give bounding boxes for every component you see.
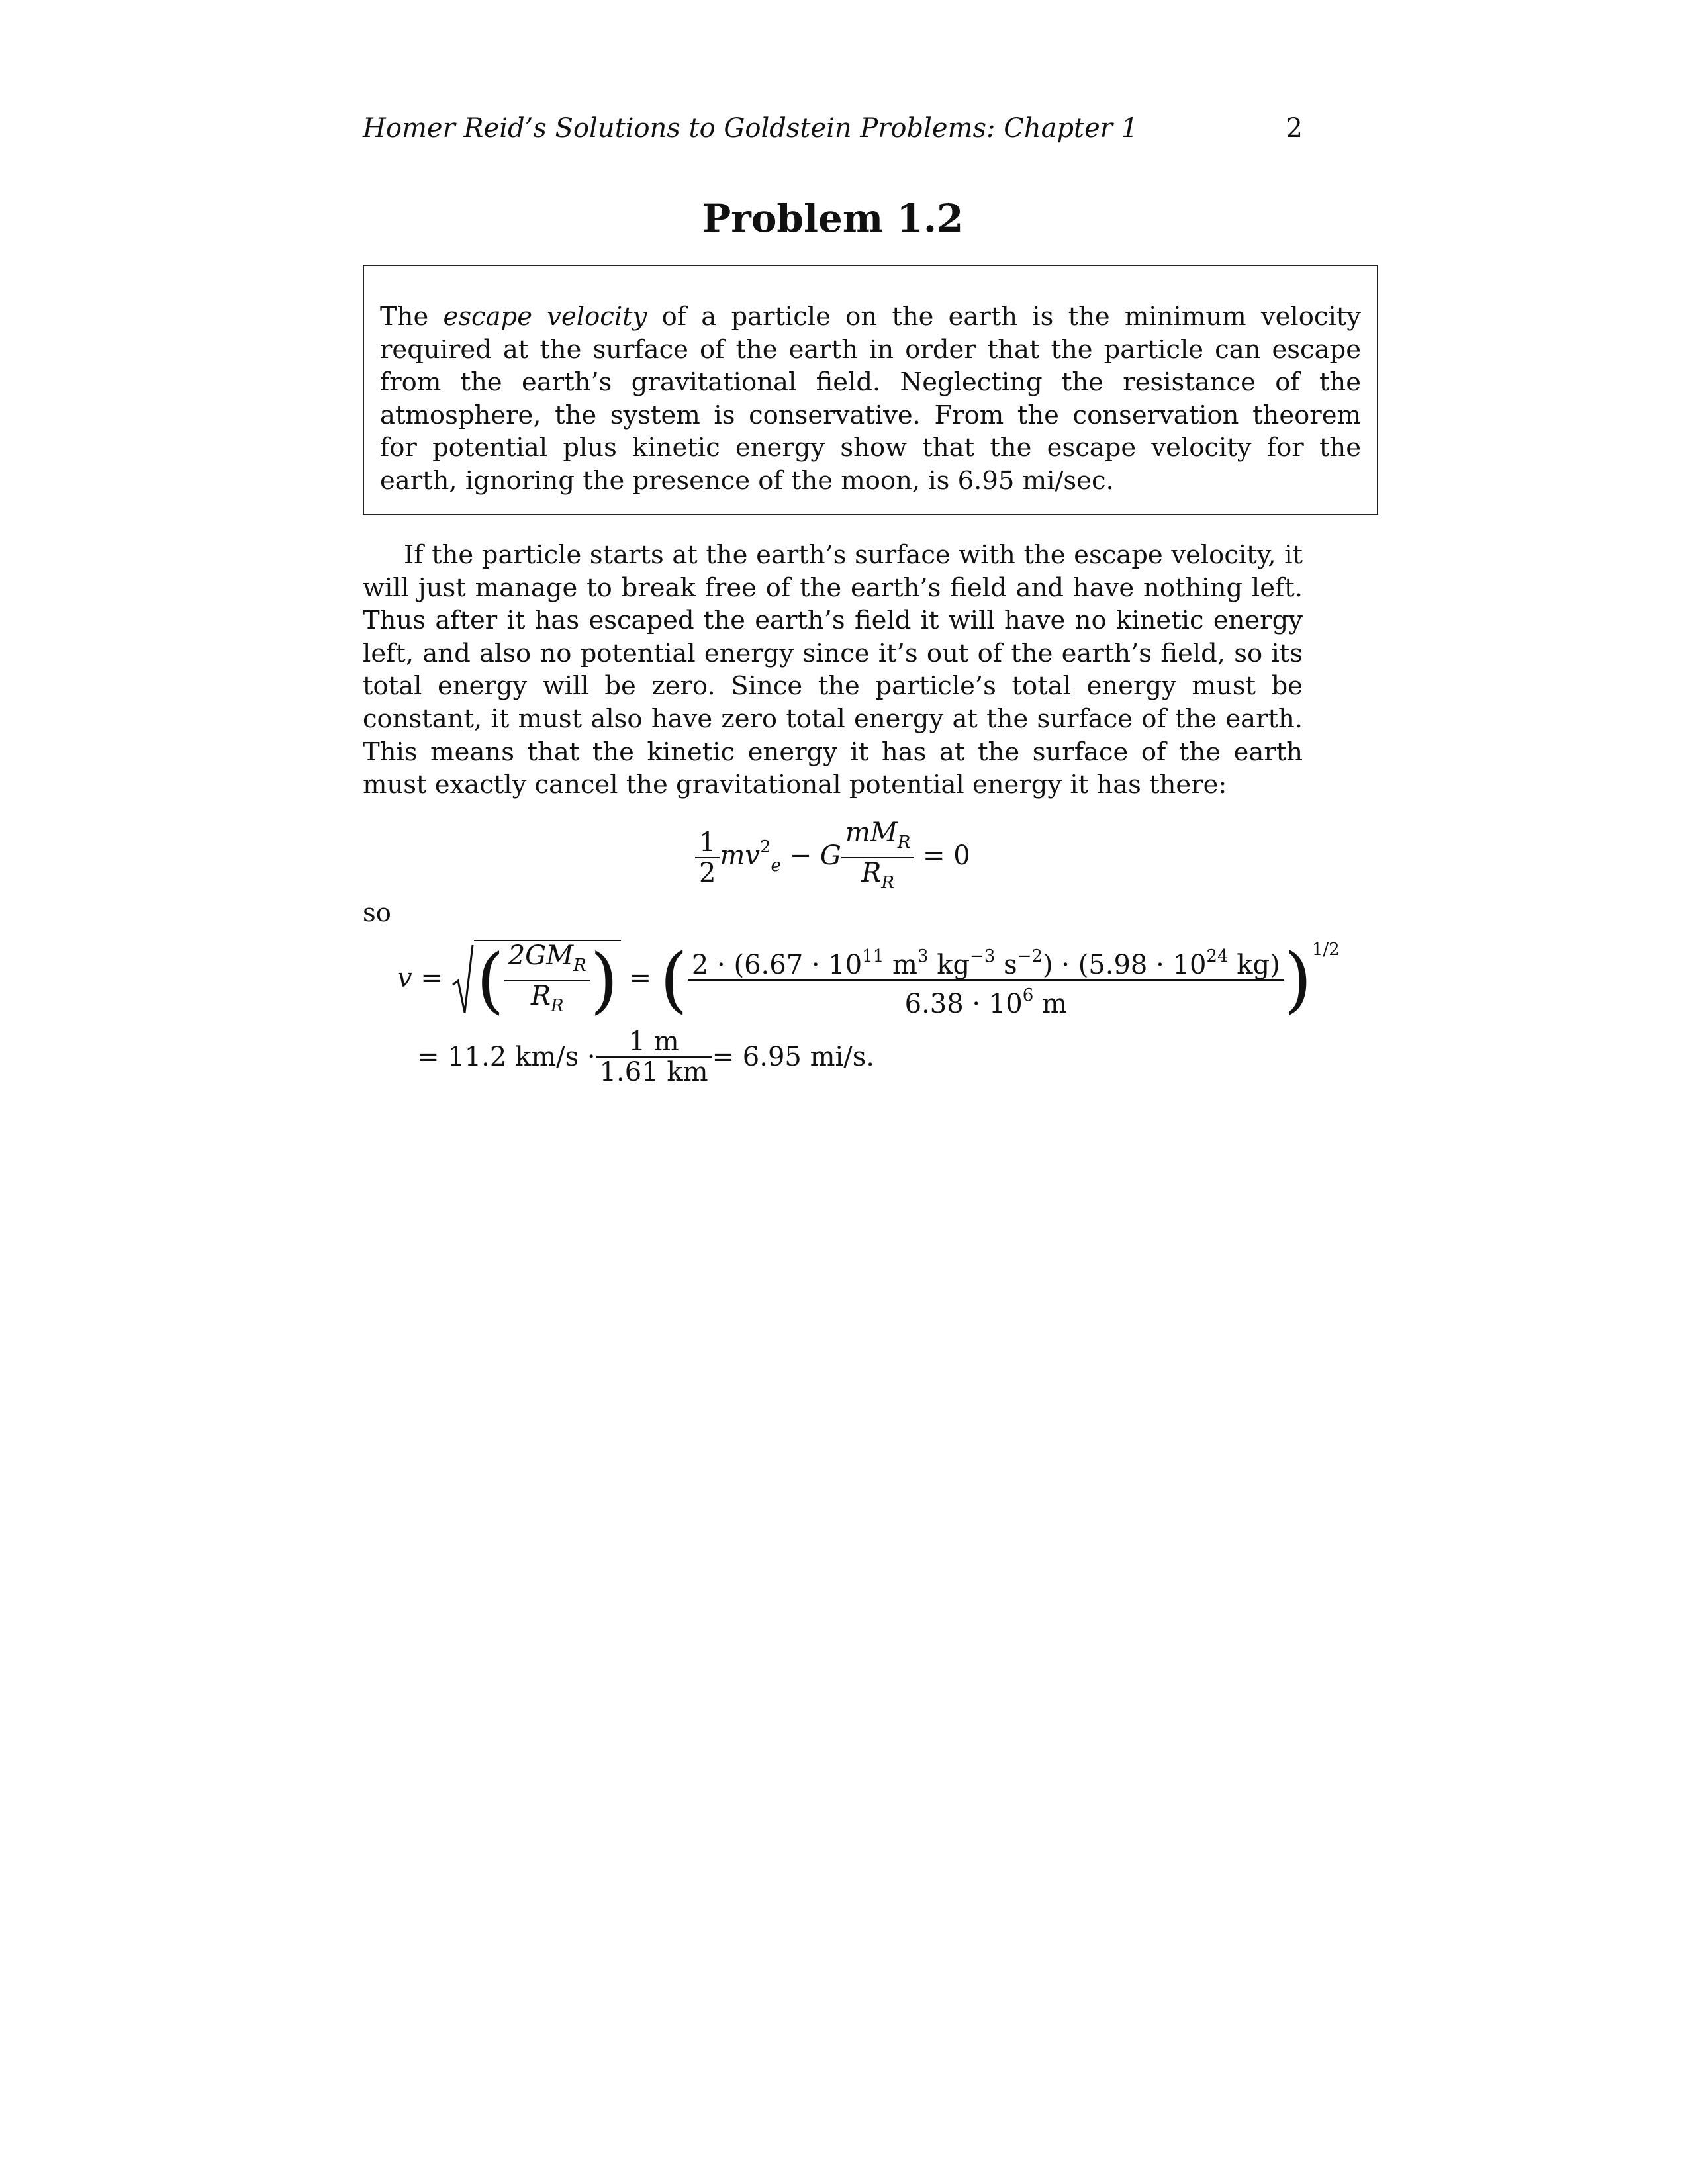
fraction-numerator [841,818,914,857]
numeric-fraction [688,942,1284,1019]
fraction-numerator: 1 [699,827,716,858]
denominator-part: m [1033,989,1067,1019]
fraction-numerator [504,941,590,980]
right-paren-icon: ) [590,939,618,1022]
minus-sign: − [780,841,820,871]
problem-text-rest: of a particle on the earth is the minimum velocity required at the surface of the earth in order that the particle can escape from the earth’s gravitational field. Neglecting the resistance of the atmosphere, the system is conservative. From the conservation theorem for potential plus kinetic energy show that the escape velocity for the earth, ignoring the presence of the moon, is 6.95 mi/sec. [380,302,1361,496]
numerator-exponent: 3 [917,946,929,966]
solution-paragraph: If the particle starts at the earth’s surface with the escape velocity, it will just manage to break free of the earth’s field and have nothing left. Thus after it has escaped the earth’s field it will have no kinetic energy left, and also no potential energy since it’s out of the earth’s field, so its total energy will be zero. Since the particle’s total energy must be constant, it must also have zero total energy at the surface of the earth. This means that the kinetic energy it has at the surface of the earth must exactly cancel the gravitational potential energy it has there: [363,540,1303,800]
numerator-part: m [884,950,917,980]
so-label: so [363,898,391,928]
velocity-symbol: v [397,963,412,993]
numerator-part: kg [928,950,970,980]
numerator-subscript: R [573,956,586,976]
problem-heading: Problem 1.2 [702,196,964,241]
fraction-numerator: 1 m [628,1026,679,1057]
conversion-fraction [596,1027,712,1087]
radicand [474,940,621,1021]
fraction-denominator: 1.61 km [596,1056,712,1087]
fraction-denominator [841,857,914,897]
conversion-result: = 6.95 mi/s. [712,1042,875,1072]
fraction-denominator: 2 [695,857,720,887]
numerator-exponent: 24 [1206,946,1229,966]
page-number: 2 [1286,113,1303,144]
running-title: Homer Reid’s Solutions to Goldstein Problems: Chapter 1 [363,113,1139,144]
problem-statement [380,300,1361,498]
equals-sign: = [620,963,660,993]
conversion-prefix: = 11.2 km/s · [417,1042,596,1072]
escape-velocity-equation [397,938,1340,1022]
equals-sign: = [412,963,451,993]
radicand-fraction [504,941,590,1021]
outer-exponent: 1/2 [1311,940,1340,960]
square-root-icon [451,944,474,1017]
problem-text-start: The [380,302,444,332]
velocity-subscript: e [771,856,781,876]
numerator-text: 2GM [508,940,574,971]
denominator-exponent: 6 [1022,985,1034,1005]
numerator-subscript: R [897,833,911,852]
problem-emphasis: escape velocity [443,302,647,332]
denominator-text: R [530,981,551,1011]
fraction-numerator [688,942,1284,979]
numerator-part: s [995,950,1017,980]
gravitational-constant: G [820,841,841,871]
numerator-part: 2 · (6.67 · 10 [691,950,863,980]
numerator-exponent: −2 [1017,946,1043,966]
fraction-denominator [688,979,1284,1019]
unit-conversion-equation [417,1027,947,1100]
left-paren-icon: ( [659,938,688,1021]
numerator-exponent: −3 [970,946,996,966]
fraction-denominator [504,980,590,1021]
denominator-subscript: R [881,873,894,893]
numerator-part: ) · (5.98 · 10 [1042,950,1207,980]
denominator-text: R [861,858,882,888]
problem-statement-box [363,265,1378,515]
right-paren-icon: ) [1284,938,1312,1021]
numerator-part: kg) [1228,950,1280,980]
running-header [363,109,1303,148]
equals-zero: = 0 [914,841,970,871]
left-paren-icon: ( [476,939,504,1022]
one-half-fraction [695,828,720,887]
mass-velocity-symbol: mv [720,841,760,871]
numerator-text: mM [845,817,898,848]
potential-fraction [841,818,914,897]
denominator-subscript: R [550,996,564,1016]
numerator-exponent: 11 [862,946,884,966]
velocity-exponent: 2 [759,837,771,857]
energy-equation [695,817,970,893]
denominator-part: 6.38 · 10 [904,989,1023,1019]
